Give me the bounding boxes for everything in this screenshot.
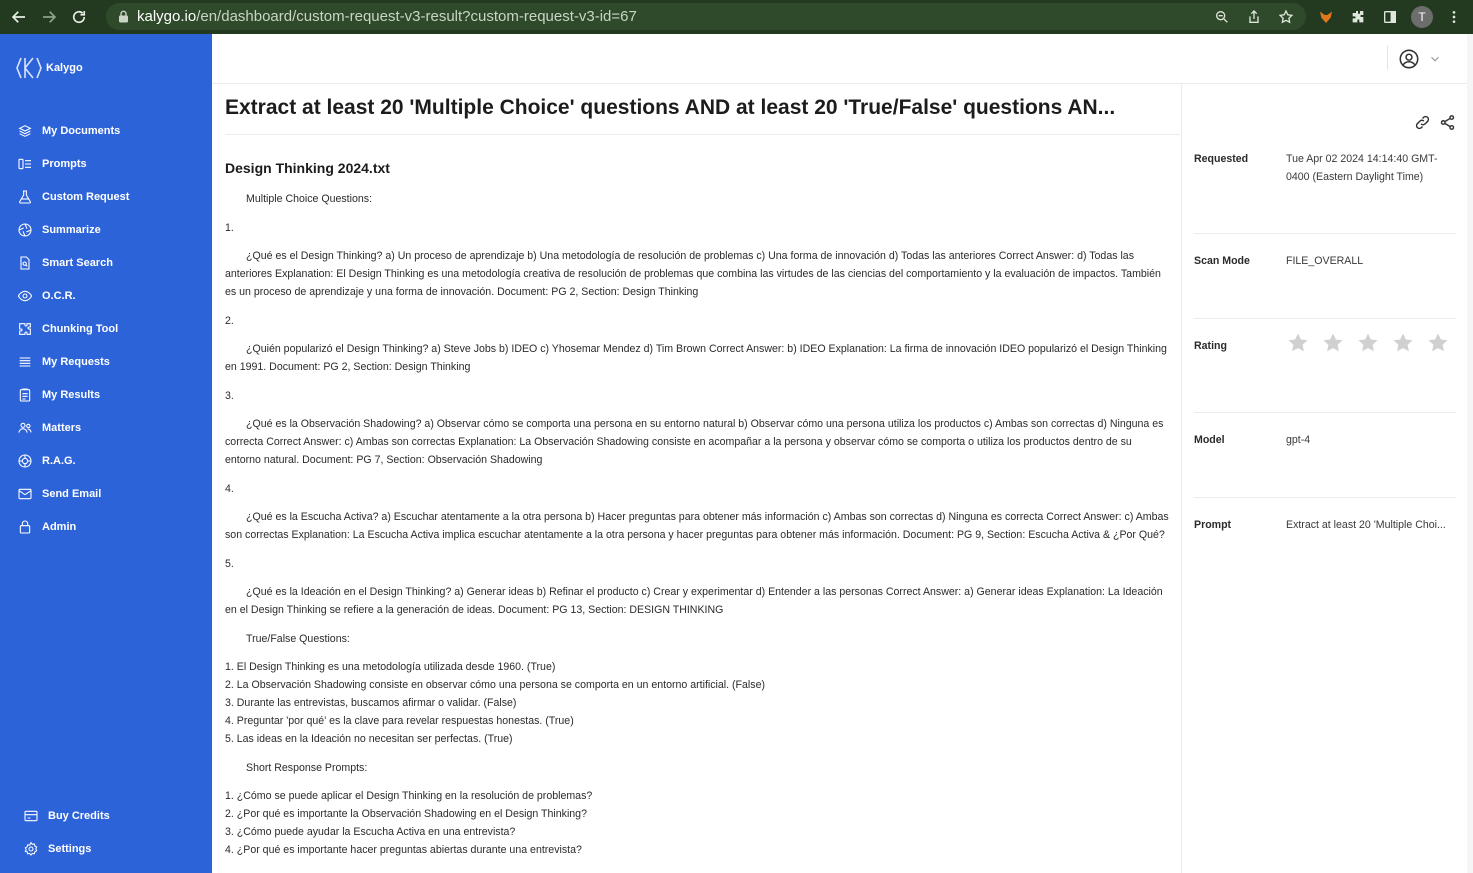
gear-icon bbox=[22, 840, 40, 858]
sidebar-item-label: Summarize bbox=[42, 223, 101, 236]
sidebar-item-ocr[interactable] bbox=[0, 279, 212, 312]
lock-icon bbox=[16, 518, 34, 536]
sidebar bbox=[0, 34, 212, 873]
question-text: ¿Qué es la Escucha Activa? a) Escuchar atentamente a la otra persona b) Hacer preguntas para obtener más información c) Ambas son correctas d) Ninguna es correcta Correct Answer: c) Ambas son correctas Explanation: La Escucha Activa implica escuchar atentamente a la otra persona y hacer preguntas para obtener más información. Document: PG 9, Section: Escucha Activa & ¿Por Qué? bbox=[225, 511, 1169, 541]
title-divider bbox=[225, 134, 1180, 135]
sidebar-item-admin[interactable] bbox=[0, 510, 212, 543]
divider bbox=[1194, 233, 1456, 234]
prompts-icon bbox=[16, 155, 34, 173]
sidebar-item-summarize[interactable] bbox=[0, 213, 212, 246]
file-search-icon bbox=[16, 254, 34, 272]
section-heading-true-false: True/False Questions: bbox=[246, 632, 350, 645]
page-scrollbar[interactable] bbox=[1467, 34, 1473, 873]
user-circle-icon bbox=[1398, 48, 1420, 70]
result-body bbox=[225, 190, 1170, 859]
star-icon[interactable] bbox=[1356, 331, 1380, 355]
model-value: gpt-4 bbox=[1286, 434, 1311, 446]
section-heading-multiple-choice: Multiple Choice Questions: bbox=[246, 193, 373, 205]
sidebar-item-my-documents[interactable] bbox=[0, 114, 212, 147]
mail-icon bbox=[16, 485, 34, 503]
sidebar-item-label: My Requests bbox=[42, 355, 110, 368]
requested-value: Tue Apr 02 2024 14:14:40 GMT-0400 (Eastern Daylight Time) bbox=[1286, 153, 1438, 183]
aperture-icon bbox=[16, 221, 34, 239]
puzzle-extensions-icon[interactable] bbox=[1347, 6, 1369, 28]
sidebar-item-label: Prompts bbox=[42, 157, 87, 170]
chevron-down-icon bbox=[1428, 52, 1442, 66]
requested-label: Requested bbox=[1194, 153, 1249, 165]
prompt-value[interactable]: Extract at least 20 'Multiple Choi... bbox=[1286, 519, 1446, 531]
brand-name: Kalygo bbox=[46, 62, 83, 74]
sidebar-item-rag[interactable] bbox=[0, 444, 212, 477]
flask-icon bbox=[16, 188, 34, 206]
bookmark-star-icon[interactable] bbox=[1275, 6, 1297, 28]
puzzle-icon bbox=[16, 320, 34, 338]
details-panel bbox=[1181, 84, 1473, 873]
sidebar-item-label: Chunking Tool bbox=[42, 322, 119, 335]
list-item: 5. Las ideas en la Ideación no necesitan ser perfectas. (True) bbox=[225, 733, 513, 745]
question-text: ¿Qué es la Ideación en el Design Thinking? a) Generar ideas b) Refinar el producto c) Crear y experimentar d) Entender a las personas Correct Answer: a) Generar ideas Explanation: La Ideación en el Design Thinking se refiere a la generación de ideas. Document: PG 13, Section: DESIGN THINKING bbox=[225, 586, 1163, 616]
list-item: 3. Durante las entrevistas, buscamos afirmar o validar. (False) bbox=[225, 697, 517, 709]
sidepanel-icon[interactable] bbox=[1379, 6, 1401, 28]
clipboard-icon bbox=[16, 386, 34, 404]
url-text: kalygo.io/en/dashboard/custom-request-v3-result?custom-request-v3-id=67 bbox=[137, 8, 637, 25]
share-icon[interactable] bbox=[1243, 6, 1265, 28]
kalygo-logo-icon bbox=[16, 56, 42, 80]
user-menu-button[interactable] bbox=[1398, 48, 1442, 70]
sidebar-item-smart-search[interactable] bbox=[0, 246, 212, 279]
kebab-menu-icon[interactable] bbox=[1443, 6, 1465, 28]
lock-icon bbox=[118, 10, 129, 23]
address-bar[interactable] bbox=[106, 3, 1306, 30]
star-icon[interactable] bbox=[1426, 331, 1450, 355]
sidebar-item-custom-request[interactable] bbox=[0, 180, 212, 213]
sidebar-item-my-requests[interactable] bbox=[0, 345, 212, 378]
divider bbox=[1194, 497, 1456, 498]
browser-toolbar bbox=[0, 0, 1473, 34]
credit-card-icon bbox=[22, 807, 40, 825]
profile-avatar[interactable]: T bbox=[1411, 6, 1433, 28]
sidebar-item-label: My Documents bbox=[42, 124, 121, 137]
sidebar-item-label: Settings bbox=[48, 842, 92, 855]
divider bbox=[1194, 318, 1456, 319]
question-text: ¿Qué es el Design Thinking? a) Un proceso de aprendizaje b) Una metodología de resolución de problemas c) Una forma de innovación d) Todas las anteriores Correct Answer: d) Todas las anteriores Explanation: El Design Thinking es una metodología creativa de resolución de problemas que combina las virtudes de las ciencias del comportamiento y la evaluación de impactos. También es un proceso de aprendizaje y una forma de innovación. Document: PG 2, Section: Design Thinking bbox=[225, 250, 1161, 298]
section-heading-short-response: Short Response Prompts: bbox=[246, 761, 368, 774]
divider bbox=[1194, 412, 1456, 413]
link-icon[interactable] bbox=[1414, 114, 1431, 131]
scan-mode-label: Scan Mode bbox=[1194, 255, 1250, 267]
list-item: 4. ¿Por qué es importante hacer preguntas abiertas durante una entrevista? bbox=[225, 844, 582, 856]
scan-mode-value: FILE_OVERALL bbox=[1286, 255, 1364, 267]
kalygo-logo[interactable] bbox=[16, 56, 83, 80]
sidebar-item-label: O.C.R. bbox=[42, 289, 76, 302]
list-icon bbox=[16, 353, 34, 371]
users-icon bbox=[16, 419, 34, 437]
sidebar-item-my-results[interactable] bbox=[0, 378, 212, 411]
top-header bbox=[212, 34, 1473, 84]
share-icon[interactable] bbox=[1439, 114, 1456, 131]
zoom-icon[interactable] bbox=[1211, 6, 1233, 28]
sidebar-item-prompts[interactable] bbox=[0, 147, 212, 180]
rating-stars[interactable] bbox=[1286, 331, 1450, 355]
reload-icon[interactable] bbox=[64, 2, 94, 32]
sidebar-item-settings[interactable] bbox=[0, 832, 212, 865]
rag-icon bbox=[16, 452, 34, 470]
list-item: 1. El Design Thinking es una metodología utilizada desde 1960. (True) bbox=[225, 661, 556, 673]
fox-extension-icon[interactable] bbox=[1315, 6, 1337, 28]
question-number: 5. bbox=[225, 557, 234, 570]
question-number: 2. bbox=[225, 314, 234, 327]
list-item: 3. ¿Cómo puede ayudar la Escucha Activa en una entrevista? bbox=[225, 826, 516, 838]
sidebar-item-label: Send Email bbox=[42, 487, 102, 500]
sidebar-item-matters[interactable] bbox=[0, 411, 212, 444]
list-item: 1. ¿Cómo se puede aplicar el Design Thinking en la resolución de problemas? bbox=[225, 790, 593, 802]
prompt-label: Prompt bbox=[1194, 519, 1232, 531]
star-icon[interactable] bbox=[1286, 331, 1310, 355]
sidebar-item-send-email[interactable] bbox=[0, 477, 212, 510]
document-name: Design Thinking 2024.txt bbox=[225, 160, 390, 176]
page-title: Extract at least 20 'Multiple Choice' questions AND at least 20 'True/False' questions AN... bbox=[225, 96, 1116, 119]
eye-icon bbox=[16, 287, 34, 305]
question-text: ¿Quién popularizó el Design Thinking? a) Steve Jobs b) IDEO c) Yhosemar Mendez d) Tim Brown Correct Answer: b) IDEO Explanation: La firma de innovación IDEO popularizó el Design Thinking en 1991. Document: PG 2, Section: Design Thinking bbox=[225, 343, 1167, 373]
model-label: Model bbox=[1194, 434, 1225, 446]
header-divider bbox=[1387, 46, 1388, 70]
sidebar-item-label: Matters bbox=[42, 421, 82, 434]
question-text: ¿Qué es la Observación Shadowing? a) Observar cómo se comporta una persona en su entorno natural b) Observar cómo una persona utiliza los productos c) Ambas son correctas d) Ninguna es correcta Correct Answer: c) Ambas son correctas Explanation: La Observación Shadowing consiste en acompañar a la persona y observar cómo se comporta o utiliza los productos dentro de su entorno natural. Document: PG 7, Section: Observación Shadowing bbox=[225, 418, 1164, 466]
list-item: 2. La Observación Shadowing consiste en observar cómo una persona se comporta en un entorno artificial. (False) bbox=[225, 679, 765, 691]
star-icon[interactable] bbox=[1391, 331, 1415, 355]
documents-icon bbox=[16, 122, 34, 140]
result-content bbox=[212, 84, 1181, 873]
sidebar-item-label: Admin bbox=[42, 520, 77, 533]
sidebar-item-label: Buy Credits bbox=[48, 809, 110, 822]
rating-label: Rating bbox=[1194, 340, 1227, 352]
star-icon[interactable] bbox=[1321, 331, 1345, 355]
sidebar-item-label: R.A.G. bbox=[42, 454, 76, 467]
question-number: 4. bbox=[225, 482, 234, 495]
sidebar-bottom-nav bbox=[0, 799, 212, 865]
sidebar-item-label: My Results bbox=[42, 388, 101, 401]
list-item: 2. ¿Por qué es importante la Observación Shadowing en el Design Thinking? bbox=[225, 808, 587, 820]
sidebar-item-chunking-tool[interactable] bbox=[0, 312, 212, 345]
question-number: 1. bbox=[225, 221, 234, 234]
sidebar-item-buy-credits[interactable] bbox=[0, 799, 212, 832]
sidebar-item-label: Custom Request bbox=[42, 190, 130, 203]
question-number: 3. bbox=[225, 389, 234, 402]
sidebar-nav bbox=[0, 114, 212, 543]
back-icon[interactable] bbox=[4, 2, 34, 32]
sidebar-item-label: Smart Search bbox=[42, 256, 113, 269]
list-item: 4. Preguntar 'por qué' es la clave para revelar respuestas honestas. (True) bbox=[225, 715, 574, 727]
forward-icon[interactable] bbox=[34, 2, 64, 32]
